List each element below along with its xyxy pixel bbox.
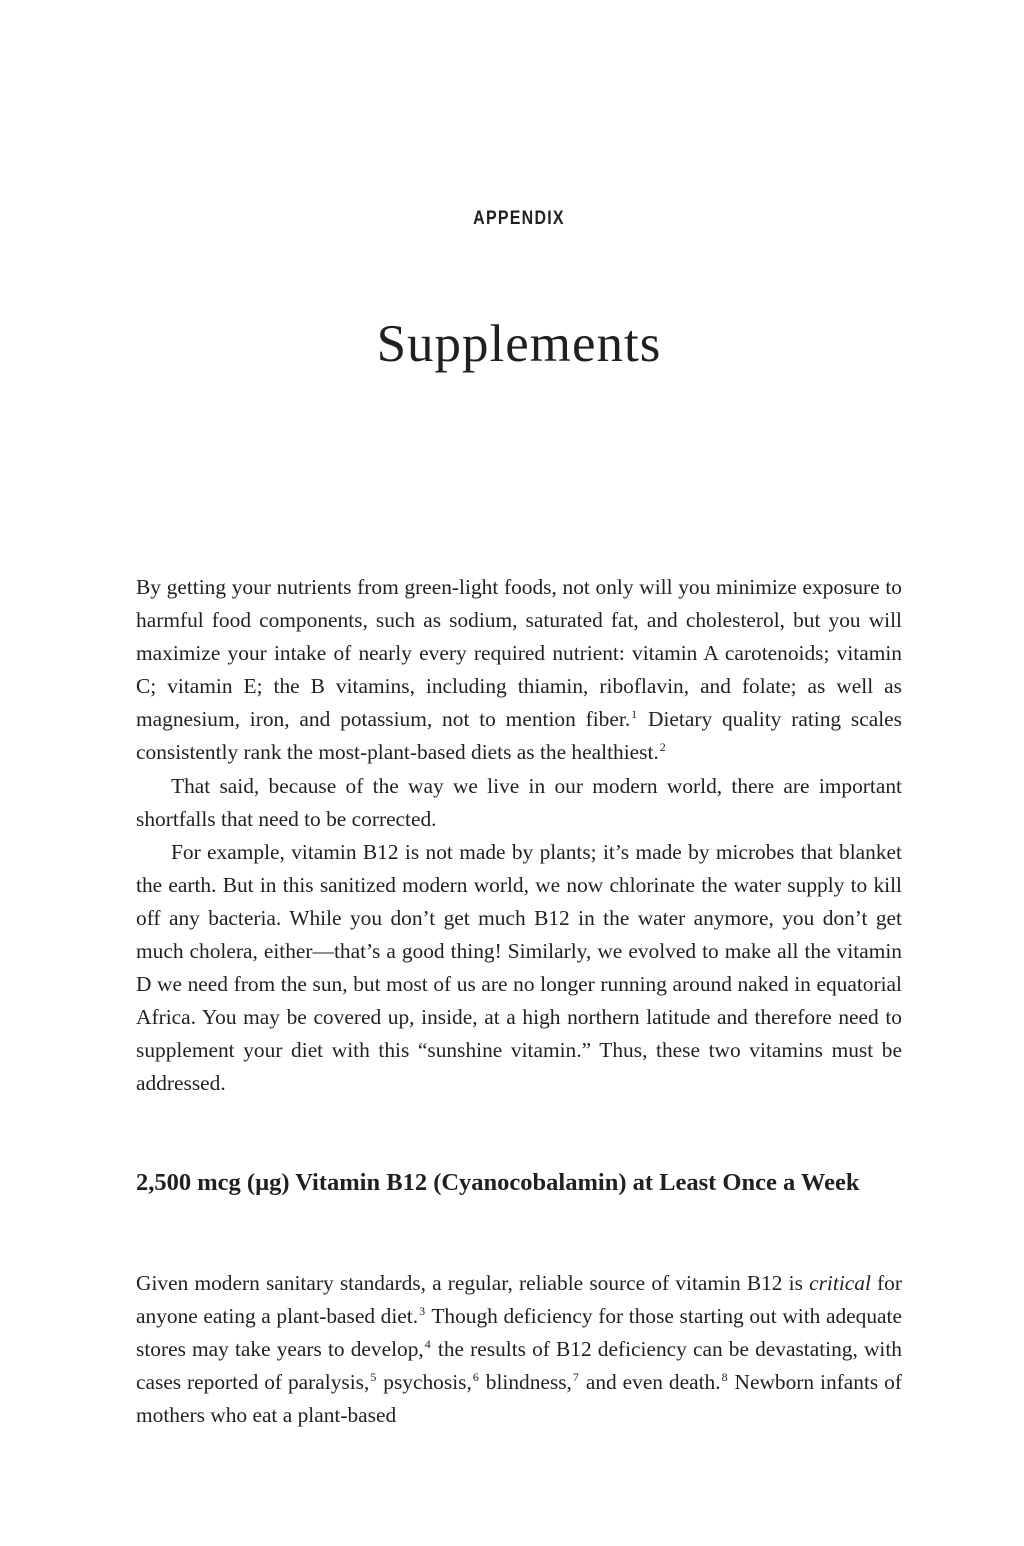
text-run: Newborn infants of mothers who eat a plant-based <box>136 1370 902 1428</box>
footnote-ref-7[interactable]: 7 <box>572 1370 579 1385</box>
footnote-ref-6[interactable]: 6 <box>472 1370 479 1385</box>
b12-section <box>136 1267 902 1432</box>
footnote-ref-2[interactable]: 2 <box>659 740 666 755</box>
chapter-title: Supplements <box>376 315 662 373</box>
footnote-ref-3[interactable]: 3 <box>419 1304 426 1319</box>
intro-paragraph-1 <box>136 571 902 770</box>
footnote-ref-4[interactable]: 4 <box>424 1337 431 1352</box>
b12-paragraph-1 <box>136 1267 902 1432</box>
appendix-label: APPENDIX <box>473 208 565 229</box>
footnote-ref-8[interactable]: 8 <box>721 1370 728 1385</box>
footnote-ref-1[interactable]: 1 <box>631 707 638 722</box>
text-run: and even death. <box>579 1370 721 1395</box>
intro-paragraph-2: That said, because of the way we live in our modern world, there are important shortfalls that need to be corrected. <box>136 773 902 831</box>
text-run: Though deficiency for those starting out with adequate stores may take years to develop, <box>136 1304 902 1362</box>
intro-section <box>136 571 902 1101</box>
text-run: the results of B12 deficiency can be devastating, with cases reported of paralysis, <box>136 1337 902 1395</box>
intro-paragraph-3: For example, vitamin B12 is not made by plants; it’s made by microbes that blanket the earth. But in this sanitized modern world, we now chlorinate the water supply to kill off any bacteria. While you don’t get much B12 in the water anymore, you don’t get much cholera, either—that’s a good thing! Similarly, we evolved to make all the vitamin D we need from the sun, but most of us are no longer running around naked in equatorial Africa. You may be covered up, inside, at a high northern latitude and therefore need to supplement your diet with this “sunshine vitamin.” Thus, these two vitamins must be addressed. <box>136 839 902 1096</box>
text-run: Dietary quality rating scales consistently rank the most-plant-based diets as the healthiest. <box>136 707 902 765</box>
text-run: blindness, <box>479 1370 572 1395</box>
emphasis-critical: critical <box>809 1271 871 1295</box>
text-run: By getting your nutrients from green-light foods, not only will you minimize exposure to harmful food components, such as sodium, saturated fat, and cholesterol, but you will maximize your intake of nearly every required nutrient: vitamin A carotenoids; vitamin C; vitamin E; the B vitamins, including thiamin, riboflavin, and folate; as well as magnesium, iron, and potassium, not to mention fiber. <box>136 575 902 732</box>
footnote-ref-5[interactable]: 5 <box>370 1370 377 1385</box>
text-run: Given modern sanitary standards, a regular, reliable source of vitamin B12 is <box>136 1271 810 1295</box>
text-run: for anyone eating a plant-based diet. <box>136 1271 903 1329</box>
section-heading-b12: 2,500 mcg (µg) Vitamin B12 (Cyanocobalamin) at Least Once a Week <box>136 1169 860 1196</box>
text-run: psychosis, <box>377 1370 472 1395</box>
